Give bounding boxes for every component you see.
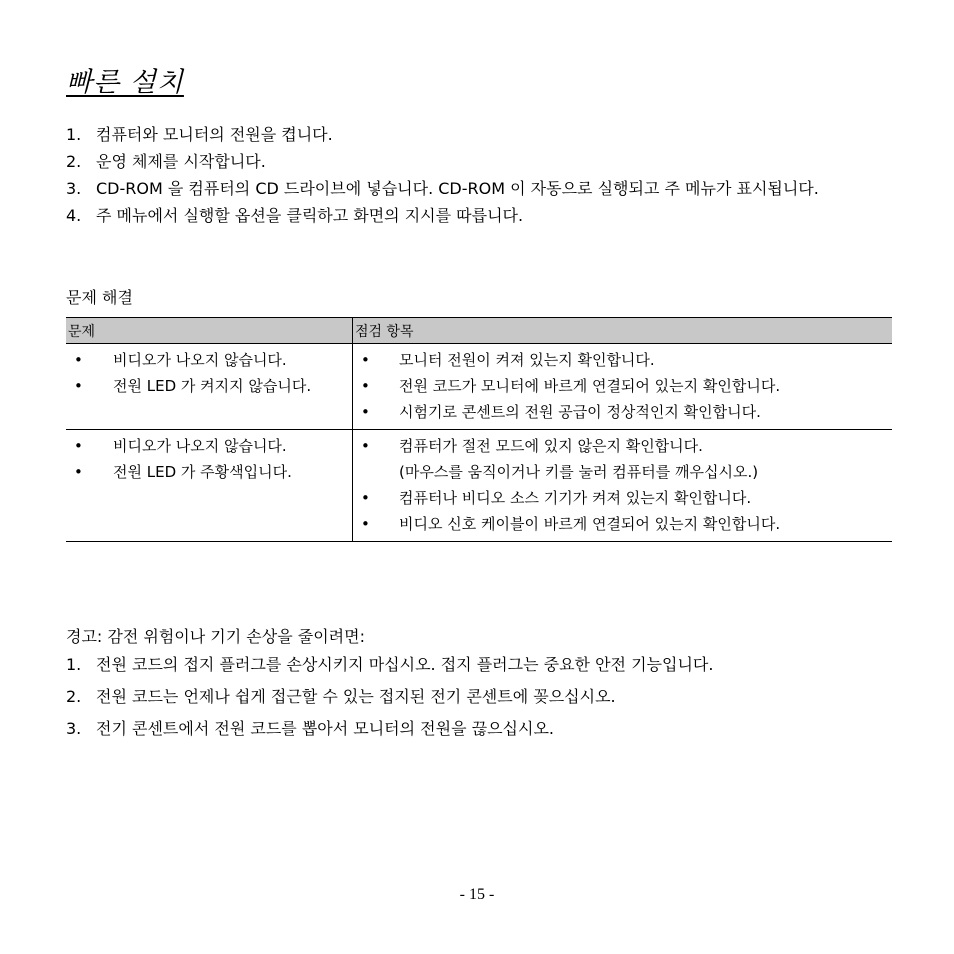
list-item: • 비디오가 나오지 않습니다. <box>66 347 352 373</box>
list-item: • 시험기로 콘센트의 전원 공급이 정상적인지 확인합니다. <box>353 399 892 425</box>
warning-item <box>66 683 886 711</box>
warning-number: 2. <box>66 687 82 706</box>
step-text: CD-ROM 을 컴퓨터의 CD 드라이브에 넣습니다. CD-ROM 이 자동으로 실행되고 주 메뉴가 표시됩니다. <box>96 179 819 198</box>
list-item: • 비디오가 나오지 않습니다. <box>66 433 352 459</box>
install-step <box>66 148 896 175</box>
list-item: • 컴퓨터가 절전 모드에 있지 않은지 확인합니다. <box>353 433 892 459</box>
list-item: • 비디오 신호 케이블이 바르게 연결되어 있는지 확인합니다. <box>353 511 892 537</box>
warning-text: 전원 코드의 접지 플러그를 손상시키지 마십시오. 접지 플러그는 중요한 안전 기능입니다. <box>96 655 714 674</box>
page-number: - 15 - <box>459 886 495 903</box>
troubleshooting-table <box>66 317 892 542</box>
warning-item <box>66 651 886 679</box>
checks-cell <box>353 344 893 430</box>
table-row <box>66 430 892 542</box>
table-header-row <box>66 318 892 344</box>
page-title: 빠른 설치 <box>66 67 184 98</box>
step-text: 컴퓨터와 모니터의 전원을 켭니다. <box>96 125 333 144</box>
step-number: 1. <box>66 125 82 144</box>
list-item: • 전원 코드가 모니터에 바르게 연결되어 있는지 확인합니다. <box>353 373 892 399</box>
list-item: • 전원 LED 가 주황색입니다. <box>66 459 352 485</box>
list-item: (마우스를 움직이거나 키를 눌러 컴퓨터를 깨우십시오.) <box>399 463 759 481</box>
warning-text: 전원 코드는 언제나 쉽게 접근할 수 있는 접지된 전기 콘센트에 꽂으십시오. <box>96 687 616 706</box>
step-text: 운영 체제를 시작합니다. <box>96 152 266 171</box>
problem-cell <box>66 344 353 430</box>
step-number: 3. <box>66 179 82 198</box>
install-step <box>66 175 896 202</box>
table-row <box>66 344 892 430</box>
step-number: 2. <box>66 152 82 171</box>
list-item: • 모니터 전원이 켜져 있는지 확인합니다. <box>353 347 892 373</box>
warning-heading: 경고: 감전 위험이나 기기 손상을 줄이려면: <box>66 627 365 646</box>
checks-cell <box>353 430 893 542</box>
list-item: • 전원 LED 가 켜지지 않습니다. <box>66 373 352 399</box>
install-step <box>66 121 896 148</box>
list-item: • 컴퓨터나 비디오 소스 기기가 켜져 있는지 확인합니다. <box>353 485 892 511</box>
warning-number: 1. <box>66 655 82 674</box>
column-header-problem: 문제 <box>66 318 353 344</box>
step-text: 주 메뉴에서 실행할 옵션을 클릭하고 화면의 지시를 따릅니다. <box>96 206 524 225</box>
warning-text: 전기 콘센트에서 전원 코드를 뽑아서 모니터의 전원을 끊으십시오. <box>96 719 555 738</box>
install-step <box>66 202 896 229</box>
install-steps <box>66 121 896 229</box>
warning-item <box>66 715 886 743</box>
step-number: 4. <box>66 206 82 225</box>
column-header-checks: 점검 항목 <box>353 318 893 344</box>
troubleshooting-heading: 문제 해결 <box>66 288 133 307</box>
problem-cell <box>66 430 353 542</box>
warning-list <box>66 651 886 747</box>
warning-number: 3. <box>66 719 82 738</box>
